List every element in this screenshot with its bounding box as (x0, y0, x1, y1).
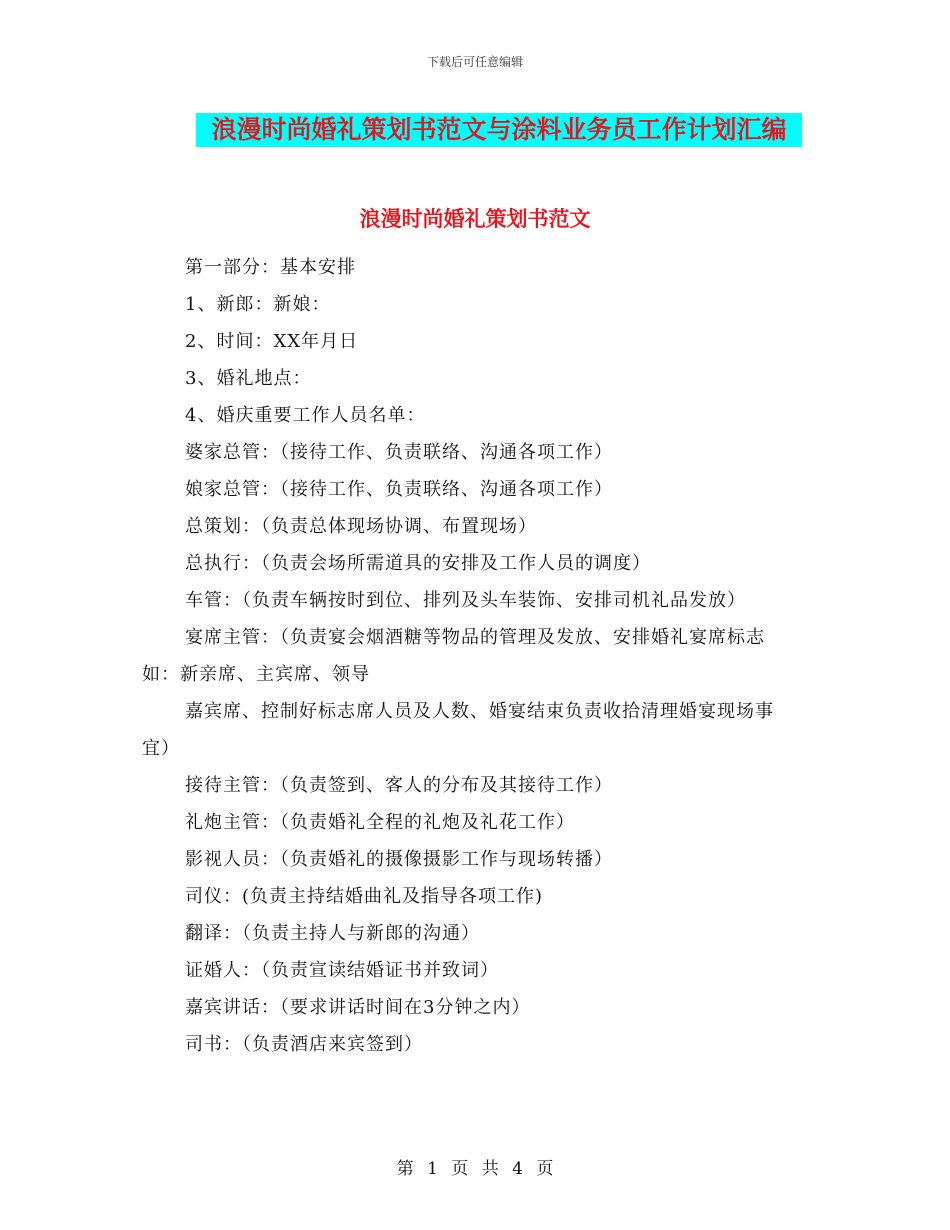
paragraph: 司书：（负责酒店来宾签到） (185, 1034, 423, 1055)
paragraph: 宴席主管：（负责宴会烟酒糖等物品的管理及发放、安排婚礼宴席标志如：新亲席、主宾席、领导 (142, 627, 765, 685)
paragraph: 车管：（负责车辆按时到位、排列及头车装饰、安排司机礼品发放） (185, 590, 746, 611)
paragraph: 礼炮主管：（负责婚礼全程的礼炮及礼花工作） (185, 812, 575, 833)
paragraph: 翻译：（负责主持人与新郎的沟通） (185, 923, 480, 944)
paragraph: 嘉宾讲话：（要求讲话时间在3分钟之内） (185, 997, 531, 1018)
paragraph: 总执行：（负责会场所需道具的安排及工作人员的调度） (185, 553, 651, 574)
paragraph: 婆家总管：（接待工作、负责联络、沟通各项工作） (185, 442, 613, 463)
paragraph: 第一部分：基本安排 (185, 257, 356, 278)
sub-title: 浪漫时尚婚礼策划书范文 (359, 207, 591, 231)
paragraph: 2、时间：XX年月日 (185, 331, 359, 352)
paragraph: 证婚人：（负责宣读结婚证书并致词） (185, 960, 499, 981)
header-note: 下载后可任意编辑 (426, 55, 523, 69)
paragraph: 接待主管：（负责签到、客人的分布及其接待工作） (185, 775, 613, 796)
paragraph: 嘉宾席、控制好标志席人员及人数、婚宴结束负责收拾清理婚宴现场事宜） (142, 701, 774, 759)
main-title: 浪漫时尚婚礼策划书范文与涂料业务员工作计划汇编 (196, 113, 802, 147)
paragraph: 总策划：（负责总体现场协调、布置现场） (185, 516, 537, 537)
paragraph: 娘家总管：（接待工作、负责联络、沟通各项工作） (185, 479, 613, 500)
paragraph: 1、新郎：新娘： (185, 294, 331, 315)
document-body (142, 249, 802, 1063)
paragraph: 3、婚礼地点： (185, 368, 312, 389)
paragraph: 4、婚庆重要工作人员名单： (185, 405, 426, 426)
page-footer: 第 1 页 共 4 页 (396, 1159, 554, 1179)
paragraph: 司仪：(负责主持结婚曲礼及指导各项工作) (185, 886, 544, 907)
paragraph: 影视人员：（负责婚礼的摄像摄影工作与现场转播） (185, 849, 613, 870)
